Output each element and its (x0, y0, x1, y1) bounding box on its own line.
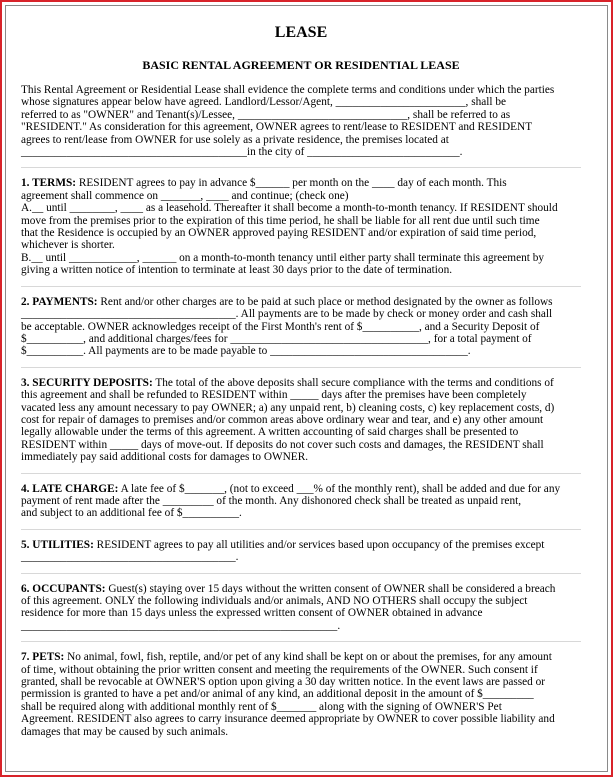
section-terms (21, 177, 581, 276)
section-divider (21, 529, 581, 530)
section-divider (21, 167, 581, 168)
intro-line: "RESIDENT." As consideration for this agreement, OWNER agrees to rent/lease to RESIDENT and RESIDENT (21, 121, 533, 134)
section-line: B.__ until ____________, ______ on a month-to-month tenancy until either party shall terminate this agreement by (21, 251, 545, 264)
section-line: granted, shall be revocable at OWNER'S option upon giving a 30 day written notice. In the event laws are passed or (21, 676, 546, 689)
section-line: ________________________________________________________. (21, 619, 341, 632)
section-line: Agreement. RESIDENT also agrees to carry insurance deemed appropriate by OWNER to cover possible liability and (21, 713, 555, 726)
section-text: Guest(s) staying over 15 days without the written consent of OWNER shall be considered a breach (105, 582, 556, 595)
section-heading: 3. SECURITY DEPOSITS: (21, 376, 153, 389)
section-security-deposits (21, 377, 581, 464)
section-heading: 2. PAYMENTS: (21, 295, 98, 308)
lease-document (21, 24, 581, 738)
section-occupants (21, 583, 581, 633)
section-line: giving a written notice of intention to terminate at least 30 days prior to the date of termination. (21, 264, 453, 277)
section-divider (21, 286, 581, 287)
section-line: RESIDENT within _____ days of move-out. If deposits do not cover such costs and damages, the RESIDENT shall (21, 438, 544, 451)
section-line: legally allowable under the terms of this agreement. A written accounting of said charges shall be presented to (21, 426, 519, 439)
section-heading: 7. PETS: (21, 651, 65, 664)
section-late-charge (21, 483, 581, 520)
section-heading: 6. OCCUPANTS: (21, 582, 106, 595)
section-heading: 5. UTILITIES: (21, 538, 94, 551)
section-line: whichever is shorter. (21, 239, 115, 252)
section-line: that the Residence is occupied by an OWNER approved paying RESIDENT and/or expiration of said time period, (21, 227, 537, 240)
section-text: A late fee of $_______, (not to exceed ___% of the monthly rent), shall be added and due for any (118, 482, 561, 495)
section-line: shall be required along with additional monthly rent of $_______ along with the signing of OWNER'S Pet (21, 700, 502, 713)
section-line: payment of rent made after the _________ of the month. Any dishonored check shall be treated as unpaid rent, (21, 494, 522, 507)
intro-line: whose signatures appear below have agreed. Landlord/Lessor/Agent, _______________________, shall be (21, 96, 507, 109)
section-divider (21, 641, 581, 642)
section-line: of this agreement. ONLY the following individuals and/or animals, AND NO OTHERS shall occupy the subject (21, 595, 528, 607)
section-text: No animal, fowl, fish, reptile, and/or pet of any kind shall be kept on or about the premises, for any amount (64, 651, 552, 664)
section-text: RESIDENT agrees to pay in advance $______ per month on the ____ day of each month. This (76, 177, 507, 190)
section-line: ______________________________________. All payments are to be made by check or money order and cash shall (21, 308, 553, 321)
section-pets (21, 651, 581, 738)
section-line: residence for more than 15 days unless the expressed written consent of OWNER obtained in advance (21, 607, 483, 620)
section-line: immediately pay said additional costs for damages to OWNER. (21, 451, 309, 464)
intro-line: ________________________________________in the city of ___________________________. (21, 146, 463, 159)
section-divider (21, 367, 581, 368)
section-line: A.__ until ________, ____ as a leasehold. Thereafter it shall become a month-to-month tenancy. If RESIDENT should (21, 202, 558, 215)
section-line: agreement shall commence on _______, ____ and continue; (check one) (21, 189, 349, 202)
section-line: damages that may be caused by such animals. (21, 725, 229, 738)
intro-paragraph (21, 84, 581, 158)
section-line: $__________, and additional charges/fees for ___________________________________, for a total payment of (21, 332, 532, 345)
section-utilities (21, 539, 581, 564)
section-line: and subject to an additional fee of $__________. (21, 507, 242, 520)
intro-line: referred to as "OWNER" and Tenant(s)/Lessee, ______________________________, shall be referred to as (21, 108, 511, 121)
document-title: LEASE (274, 24, 328, 41)
section-line: this agreement and shall be refunded to RESIDENT within _____ days after the premises have been completely (21, 389, 527, 402)
section-line: permission is granted to have a pet and/or animal of any kind, an additional deposit in the amount of $_________ (21, 688, 534, 701)
section-divider (21, 473, 581, 474)
intro-line: agrees to rent/lease from OWNER for use solely as a private residence, the premises located at (21, 133, 449, 146)
section-line: $__________. All payments are to be made payable to ___________________________________. (21, 345, 471, 358)
section-line: move from the premises prior to the expiration of this time period, he shall be liable for all rent due until such time (21, 214, 540, 227)
section-payments (21, 296, 581, 358)
section-line: of time, without obtaining the prior written consent and meeting the requirements of the OWNER. Such consent if (21, 663, 538, 676)
section-divider (21, 573, 581, 574)
section-line: ______________________________________. (21, 551, 239, 564)
document-subtitle: BASIC RENTAL AGREEMENT OR RESIDENTIAL LEASE (142, 58, 460, 72)
section-text: Rent and/or other charges are to be paid at such place or method designated by the owner as follows (97, 295, 553, 308)
section-line: cost for repair of damages to premises and/or common areas above ordinary wear and tear, and e) any other amount (21, 413, 544, 426)
section-heading: 1. TERMS: (21, 177, 77, 190)
section-line: vacated less any amount necessary to pay OWNER; a) any unpaid rent, b) cleaning costs, c) key replacement costs, d) (21, 401, 555, 414)
section-text: RESIDENT agrees to pay all utilities and/or services based upon occupancy of the premises except (93, 538, 545, 551)
section-line: be acceptable. OWNER acknowledges receipt of the First Month's rent of $__________, and a Security Deposit of (21, 320, 540, 333)
intro-line: This Rental Agreement or Residential Lease shall evidence the complete terms and conditions under which the parties (21, 84, 555, 96)
section-heading: 4. LATE CHARGE: (21, 482, 119, 495)
section-text: The total of the above deposits shall secure compliance with the terms and conditions of (152, 376, 554, 389)
